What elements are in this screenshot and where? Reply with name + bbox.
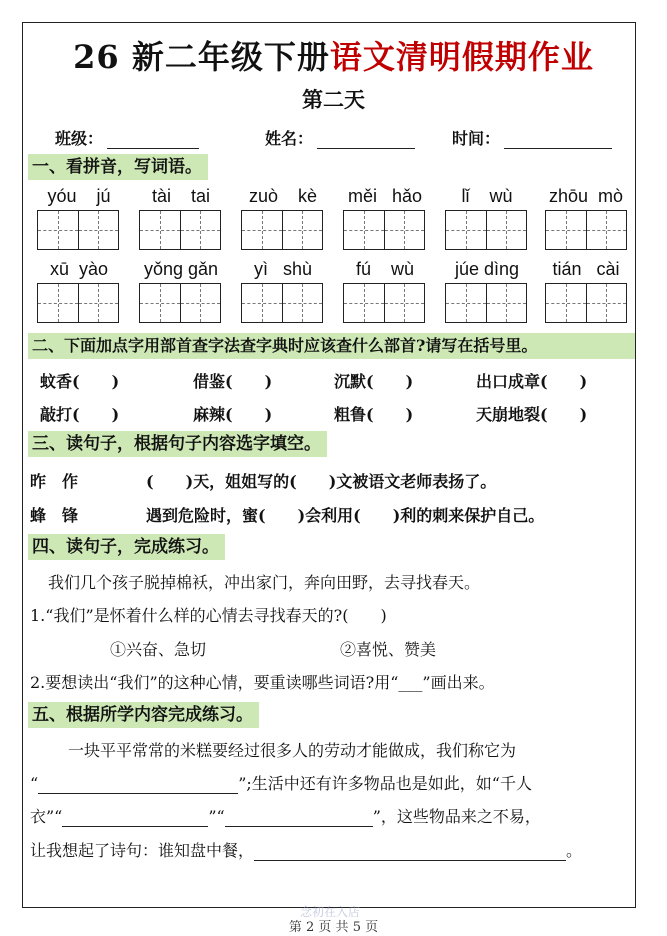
time-blank[interactable] bbox=[504, 132, 612, 149]
radical-item[interactable]: 出口成章( ) bbox=[476, 372, 588, 391]
page-title: 26 新二年级下册语文清明假期作业 bbox=[73, 38, 594, 76]
write-grid[interactable] bbox=[139, 210, 221, 250]
pinyin-10: fú wù bbox=[355, 259, 415, 279]
pinyin-3: zuò kè bbox=[248, 186, 318, 206]
question-2: 2.要想读出“我们”的这种心情，要重读哪些词语?用“___”画出来。 bbox=[30, 673, 495, 692]
watermark: 念初在入店 bbox=[300, 905, 361, 919]
write-grid[interactable] bbox=[445, 283, 527, 323]
radical-item[interactable]: 沉默( ) bbox=[334, 372, 414, 391]
radical-item[interactable]: 麻辣( ) bbox=[193, 405, 273, 424]
pinyin-8: yǒng gǎn bbox=[143, 259, 219, 279]
char-pair: 蜂 锋 bbox=[30, 506, 79, 525]
section5-heading: 五、根据所学内容完成练习。 bbox=[28, 702, 259, 728]
passage-line-3: 衣”“ ”“ ”，这些物品来之不易， bbox=[30, 807, 541, 826]
radical-item[interactable]: 蚊香( ) bbox=[40, 372, 120, 391]
fill-sentence[interactable]: 遇到危险时，蜜( )会利用( )利的刺来保护自己。 bbox=[146, 506, 545, 525]
name-field: 姓名： bbox=[265, 126, 415, 149]
write-grid[interactable] bbox=[343, 283, 425, 323]
write-grid[interactable] bbox=[37, 210, 119, 250]
passage-line-4: 让我想起了诗句：谁知盘中餐， 。 bbox=[30, 841, 583, 860]
section4-heading: 四、读句子，完成练习。 bbox=[28, 534, 225, 560]
pinyin-6: zhōu mò bbox=[548, 186, 624, 206]
write-grid[interactable] bbox=[37, 283, 119, 323]
answer-blank[interactable] bbox=[225, 811, 373, 827]
radical-item[interactable]: 天崩地裂( ) bbox=[476, 405, 588, 424]
pinyin-12: tián cài bbox=[552, 259, 620, 279]
radical-item[interactable]: 敲打( ) bbox=[40, 405, 120, 424]
write-grid[interactable] bbox=[545, 283, 627, 323]
name-blank[interactable] bbox=[317, 132, 415, 149]
pinyin-2: tài tai bbox=[151, 186, 211, 206]
section1-heading: 一、看拼音，写词语。 bbox=[28, 154, 208, 180]
write-grid[interactable] bbox=[139, 283, 221, 323]
fill-sentence[interactable]: ( )天，姐姐写的( )文被语文老师表扬了。 bbox=[146, 472, 497, 491]
class-blank[interactable] bbox=[107, 132, 199, 149]
time-field: 时间： bbox=[452, 126, 612, 149]
class-field: 班级： bbox=[55, 126, 199, 149]
answer-blank[interactable] bbox=[62, 811, 208, 827]
pinyin-7: xū yào bbox=[49, 259, 109, 279]
option-1[interactable]: ①兴奋、急切 bbox=[110, 640, 207, 659]
section2-heading: 二、下面加点字用部首查字法查字典时应该查什么部首?请写在括号里。 bbox=[28, 333, 635, 359]
pinyin-1: yóu jú bbox=[47, 186, 111, 206]
passage-line-1: 一块平平常常的米糕要经过很多人的劳动才能做成，我们称它为 bbox=[68, 741, 517, 760]
radical-item[interactable]: 粗鲁( ) bbox=[334, 405, 414, 424]
pinyin-11: júe dìng bbox=[454, 259, 520, 279]
answer-blank[interactable] bbox=[254, 845, 566, 861]
write-grid[interactable] bbox=[343, 210, 425, 250]
page-number: 第 2 页 共 5 页 bbox=[288, 920, 379, 935]
reading-passage: 我们几个孩子脱掉棉袄，冲出家门，奔向田野，去寻找春天。 bbox=[48, 573, 481, 592]
pinyin-5: lǐ wù bbox=[461, 186, 513, 206]
answer-blank[interactable] bbox=[38, 778, 238, 794]
passage-line-2: “ ”;生活中还有许多物品也是如此，如“千人 bbox=[30, 774, 532, 793]
day-subtitle: 第二天 bbox=[302, 87, 365, 112]
section3-heading: 三、读句子，根据句子内容选字填空。 bbox=[28, 431, 327, 457]
pinyin-4: měi hǎo bbox=[347, 186, 423, 206]
write-grid[interactable] bbox=[241, 283, 323, 323]
radical-item[interactable]: 借鉴( ) bbox=[193, 372, 273, 391]
char-pair: 昨 作 bbox=[30, 472, 79, 491]
pinyin-9: yì shù bbox=[253, 259, 313, 279]
write-grid[interactable] bbox=[545, 210, 627, 250]
question-1[interactable]: 1.“我们”是怀着什么样的心情去寻找春天的?( ) bbox=[30, 606, 387, 625]
write-grid[interactable] bbox=[241, 210, 323, 250]
option-2[interactable]: ②喜悦、赞美 bbox=[340, 640, 437, 659]
write-grid[interactable] bbox=[445, 210, 527, 250]
